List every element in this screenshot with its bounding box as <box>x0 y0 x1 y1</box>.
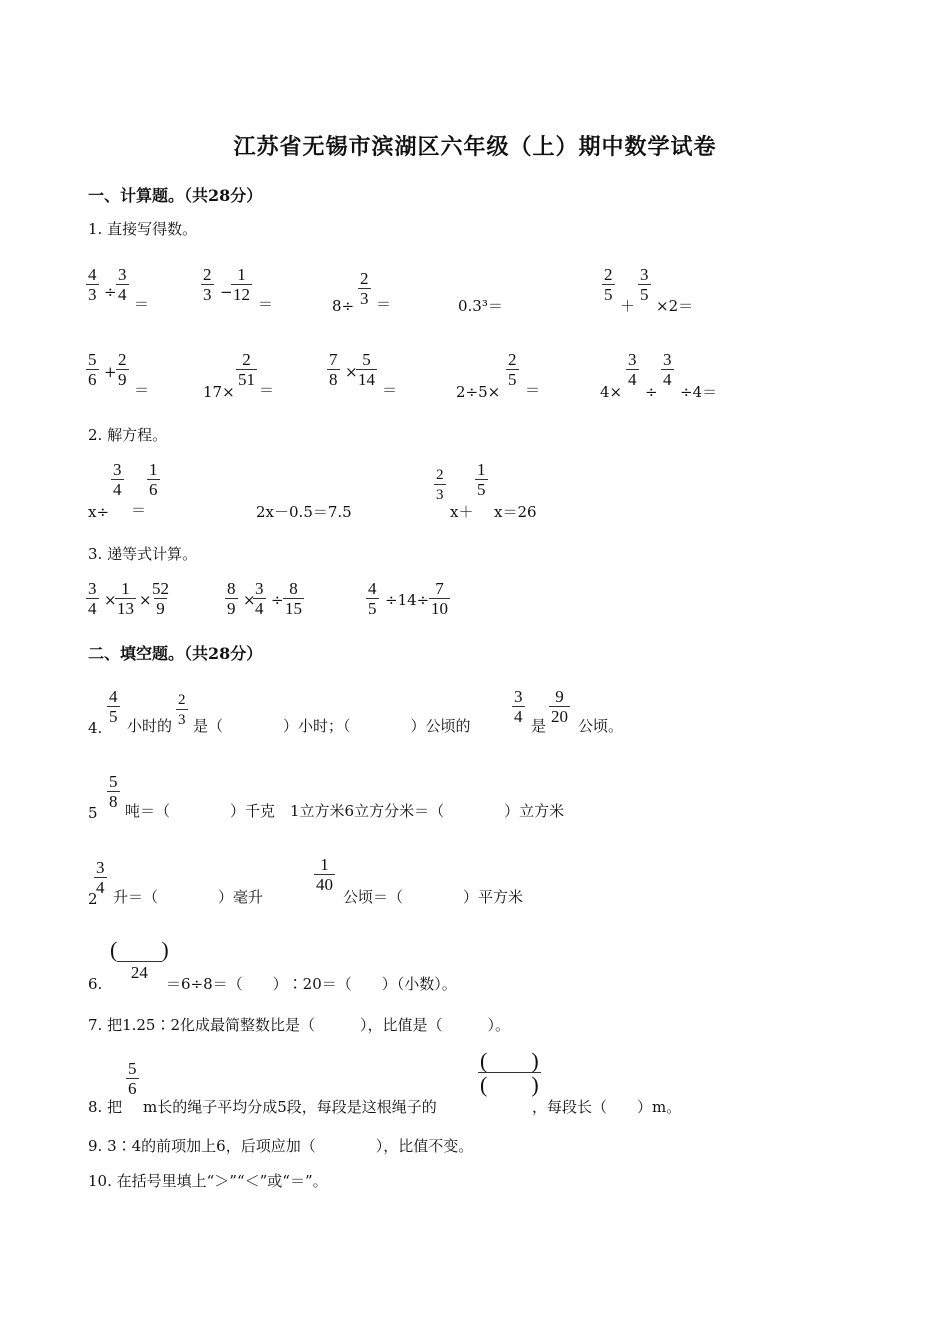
numerator: 3 <box>96 858 105 877</box>
equals: ＝ <box>376 295 392 313</box>
blank-numerator[interactable]: ( ) <box>480 1048 539 1073</box>
numerator: 3 <box>514 687 523 706</box>
fraction <box>107 773 120 811</box>
numerator: 1 <box>121 579 130 598</box>
equals: ＝ <box>259 381 275 399</box>
operator: ＋ <box>620 297 636 315</box>
section-2-heading: 二、填空题。（共28分） <box>88 644 263 663</box>
fraction <box>549 688 570 726</box>
denominator: 3 <box>203 285 212 304</box>
numerator: 2 <box>118 350 127 369</box>
q2-label: 2. 解方程。 <box>88 426 168 444</box>
fraction <box>236 351 257 389</box>
section-1-heading: 一、计算题。（共28分） <box>88 186 263 205</box>
denominator: 20 <box>551 707 568 726</box>
numerator: 2 <box>360 269 369 288</box>
denominator: 5 <box>604 285 613 304</box>
numerator: 9 <box>555 687 564 706</box>
denominator: 4 <box>118 285 127 304</box>
denominator: 4 <box>514 707 523 726</box>
denominator: 40 <box>316 875 333 894</box>
page-title: 江苏省无锡市滨湖区六年级（上）期中数学试卷 <box>233 134 717 160</box>
numerator: 4 <box>88 265 97 284</box>
denominator: 6 <box>128 1079 137 1098</box>
fraction <box>94 859 107 897</box>
denominator: 8 <box>109 792 118 811</box>
numerator: 5 <box>88 350 97 369</box>
fraction <box>147 461 160 499</box>
denominator: 51 <box>238 370 255 389</box>
denominator: 15 <box>285 599 302 618</box>
denominator: 8 <box>329 370 338 389</box>
numerator: 1 <box>320 855 329 874</box>
denominator: 9 <box>227 599 236 618</box>
q9: 9. 3∶4的前项加上6，后项应加（ ），比值不变。 <box>88 1137 474 1155</box>
q1-label: 1. 直接写得数。 <box>88 220 198 238</box>
numerator: 3 <box>663 350 672 369</box>
operator: × <box>345 363 358 381</box>
fraction <box>225 580 238 618</box>
equals: ＝ <box>258 295 274 313</box>
text: ，每段长（ ）m。 <box>532 1098 682 1116</box>
text: 公顷。 <box>578 717 624 735</box>
numerator: 1 <box>149 460 158 479</box>
prefix: 17× <box>203 383 235 401</box>
numerator: 52 <box>152 579 169 598</box>
text: 吨＝（ ）千克 1立方米6立方分米＝（ ）立方米 <box>125 802 565 820</box>
fraction <box>626 351 639 389</box>
fraction <box>356 351 377 389</box>
denominator: 4 <box>255 599 264 618</box>
fraction <box>231 266 252 304</box>
numerator: 4 <box>109 687 118 706</box>
equals: ＝ <box>134 295 150 313</box>
question-number: 5 <box>88 804 98 822</box>
denominator: 13 <box>117 599 134 618</box>
equals: ＝ <box>131 501 147 519</box>
operator: × <box>104 591 117 609</box>
denominator: 5 <box>109 707 118 726</box>
denominator: 9 <box>118 370 127 389</box>
numerator: 1 <box>477 460 486 479</box>
fraction <box>434 466 446 504</box>
fraction <box>314 856 335 894</box>
equals: ＝ <box>382 381 398 399</box>
numerator: 2 <box>436 467 444 483</box>
denominator: 3 <box>360 289 369 308</box>
blank-denominator[interactable]: ( ) <box>480 1072 539 1097</box>
blank-numerator[interactable]: ( ) <box>110 937 169 962</box>
denominator: 3 <box>434 484 446 504</box>
whole-number: 2 <box>88 890 98 908</box>
operator: ÷14÷ <box>385 591 430 609</box>
denominator: 5 <box>640 285 649 304</box>
operator: × <box>243 591 256 609</box>
text: 8. 把 <box>88 1098 123 1116</box>
numerator: 7 <box>435 579 444 598</box>
fraction <box>111 461 124 499</box>
denominator: 5 <box>477 480 486 499</box>
denominator: 12 <box>233 285 250 304</box>
text: ＝6÷8＝（ ）∶20＝（ ）（小数）。 <box>166 975 457 993</box>
fraction <box>126 1060 139 1098</box>
numerator: 1 <box>237 265 246 284</box>
fraction <box>150 580 171 618</box>
denominator: 4 <box>113 480 122 499</box>
denominator: 14 <box>358 370 375 389</box>
prefix: x÷ <box>88 503 110 521</box>
suffix: ÷4＝ <box>680 383 718 401</box>
variable-term: x＋ <box>450 503 474 521</box>
fraction <box>638 266 651 304</box>
question-number: 4. <box>88 719 103 737</box>
fraction <box>358 270 371 308</box>
text: 小时的 <box>127 717 173 735</box>
denominator: 5 <box>368 599 377 618</box>
numerator: 5 <box>128 1059 137 1078</box>
numerator: 7 <box>329 350 338 369</box>
q3-label: 3. 递等式计算。 <box>88 545 198 563</box>
numerator: 5 <box>362 350 371 369</box>
denominator: 4 <box>96 878 105 897</box>
numerator: 2 <box>604 265 613 284</box>
fraction <box>201 266 214 304</box>
numerator: 8 <box>289 579 298 598</box>
numerator: 3 <box>255 579 264 598</box>
fraction <box>429 580 450 618</box>
denominator: 3 <box>176 709 188 729</box>
fraction <box>506 351 519 389</box>
text: 是 <box>531 717 547 735</box>
fraction <box>253 580 266 618</box>
operator: + <box>104 363 117 381</box>
fraction <box>116 266 129 304</box>
denominator: 10 <box>431 599 448 618</box>
text: 是（ ）小时；（ ）公顷的 <box>193 717 471 735</box>
fraction <box>86 580 99 618</box>
denominator: 24 <box>117 961 162 982</box>
fraction-blank <box>108 939 171 982</box>
fraction <box>283 580 304 618</box>
numerator: 5 <box>109 772 118 791</box>
denominator: 9 <box>156 599 165 618</box>
denominator: 6 <box>149 480 158 499</box>
operator: ÷ <box>271 591 284 609</box>
question-number: 6. <box>88 975 103 993</box>
operator: ÷ <box>645 383 658 401</box>
fraction <box>327 351 340 389</box>
fraction <box>86 266 99 304</box>
fraction <box>475 461 488 499</box>
numerator: 3 <box>113 460 122 479</box>
numerator: 3 <box>118 265 127 284</box>
operator: ÷ <box>104 283 117 301</box>
denominator: 6 <box>88 370 97 389</box>
numerator: 3 <box>628 350 637 369</box>
q2-eq2: 2x－0.5＝7.5 <box>256 503 352 521</box>
numerator: 2 <box>203 265 212 284</box>
numerator: 2 <box>242 350 251 369</box>
fraction <box>115 580 136 618</box>
text: 升＝（ ）毫升 <box>113 888 264 906</box>
numerator: 4 <box>368 579 377 598</box>
prefix: 2÷5× <box>456 383 501 401</box>
fraction <box>176 691 188 729</box>
text: m长的绳子平均分成5段，每段是这根绳子的 <box>143 1098 437 1116</box>
equals: ＝ <box>134 381 150 399</box>
denominator: 4 <box>663 370 672 389</box>
operator: − <box>220 283 233 301</box>
numerator: 2 <box>178 692 186 708</box>
numerator: 2 <box>508 350 517 369</box>
denominator: 3 <box>88 285 97 304</box>
text: 公顷＝（ ）平方米 <box>343 888 524 906</box>
equals: ＝ <box>525 381 541 399</box>
numerator: 3 <box>88 579 97 598</box>
fraction-blank <box>478 1050 541 1096</box>
prefix: 4× <box>600 383 623 401</box>
numerator: 8 <box>227 579 236 598</box>
denominator: 4 <box>88 599 97 618</box>
fraction <box>86 351 99 389</box>
fraction <box>661 351 674 389</box>
fraction <box>107 688 120 726</box>
prefix: 8÷ <box>332 297 355 315</box>
denominator: 4 <box>628 370 637 389</box>
operator: × <box>139 591 152 609</box>
fraction <box>116 351 129 389</box>
fraction <box>366 580 379 618</box>
fraction <box>602 266 615 304</box>
q10: 10. 在括号里填上“＞”“＜”或“＝”。 <box>88 1172 328 1190</box>
q1-row1-d: 0.3³＝ <box>458 297 503 315</box>
denominator: 5 <box>508 370 517 389</box>
numerator: 3 <box>640 265 649 284</box>
q7: 7. 把1.25∶2化成最简整数比是（ ），比值是（ ）。 <box>88 1016 511 1034</box>
fraction <box>512 688 525 726</box>
suffix: ×2＝ <box>656 297 694 315</box>
suffix: x＝26 <box>494 503 537 521</box>
